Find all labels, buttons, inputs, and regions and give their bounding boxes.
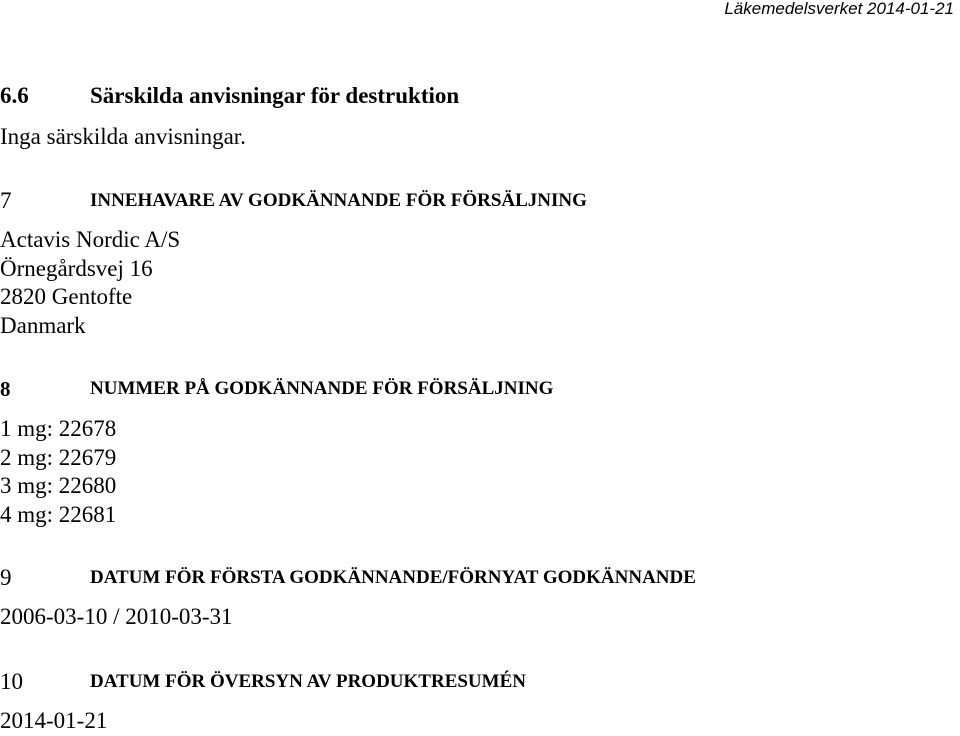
authorisation-numbers bbox=[0, 415, 116, 529]
authorisation-dates: 2006-03-10 / 2010-03-31 bbox=[0, 604, 233, 629]
address-line: Actavis Nordic A/S bbox=[0, 227, 181, 252]
document-header: Läkemedelsverket 2014-01-21 bbox=[724, 0, 954, 18]
section-title: DATUM FÖR FÖRSTA GODKÄNNANDE/FÖRNYAT GODKÄNNANDE bbox=[90, 567, 696, 588]
section-6-6-body: Inga särskilda anvisningar. bbox=[0, 124, 246, 149]
section-title: DATUM FÖR ÖVERSYN AV PRODUKTRESUMÉN bbox=[90, 671, 526, 692]
address-line: Danmark bbox=[0, 312, 86, 338]
authorisation-number-line: 4 mg: 22681 bbox=[0, 501, 117, 527]
section-title: INNEHAVARE AV GODKÄNNANDE FÖR FÖRSÄLJNING bbox=[90, 190, 587, 211]
authorisation-number-line: 1 mg: 22678 bbox=[0, 416, 117, 441]
section-title: NUMMER PÅ GODKÄNNANDE FÖR FÖRSÄLJNING bbox=[90, 378, 554, 399]
address-line: 2820 Gentofte bbox=[0, 284, 133, 309]
holder-address bbox=[0, 226, 180, 340]
section-number: 8 bbox=[0, 377, 11, 401]
section-number: 6.6 bbox=[0, 83, 29, 108]
section-number: 9 bbox=[0, 565, 12, 590]
section-title: Särskilda anvisningar för destruktion bbox=[90, 83, 460, 108]
authorisation-number-line: 3 mg: 22680 bbox=[0, 473, 117, 498]
authorisation-number-line: 2 mg: 22679 bbox=[0, 444, 117, 470]
address-line: Örnegårdsvej 16 bbox=[0, 255, 153, 281]
section-number: 7 bbox=[0, 188, 12, 213]
section-number: 10 bbox=[0, 669, 23, 694]
revision-date: 2014-01-21 bbox=[0, 708, 108, 733]
